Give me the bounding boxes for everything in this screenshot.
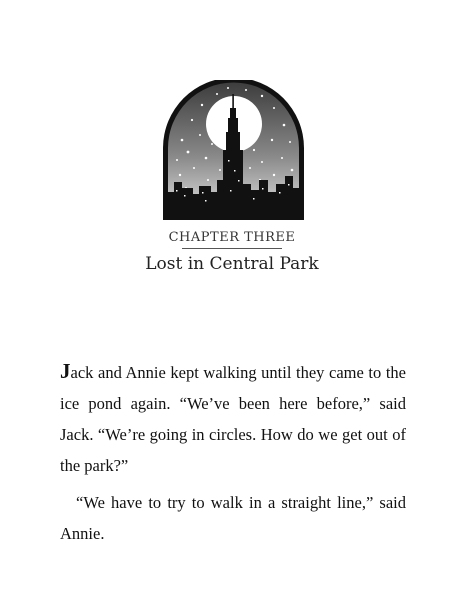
chapter-title: Lost in Central Park: [145, 254, 319, 274]
paragraph-1: [60, 356, 406, 481]
chapter-label: CHAPTER THREE: [168, 230, 296, 245]
paragraph-2: “We have to try to walk in a straight line,” said Annie.: [60, 493, 406, 543]
story-text: [60, 356, 406, 549]
chapter-divider: [182, 248, 282, 249]
initial-letter: J: [60, 359, 71, 383]
paragraph-1-text: ack and Annie kept walking until they came to the ice pond again. “We’ve been here before,” said Jack. “We’re going in circles. How do we get out of the park?”: [60, 363, 406, 475]
night-skyline-arch-icon: [162, 80, 305, 220]
